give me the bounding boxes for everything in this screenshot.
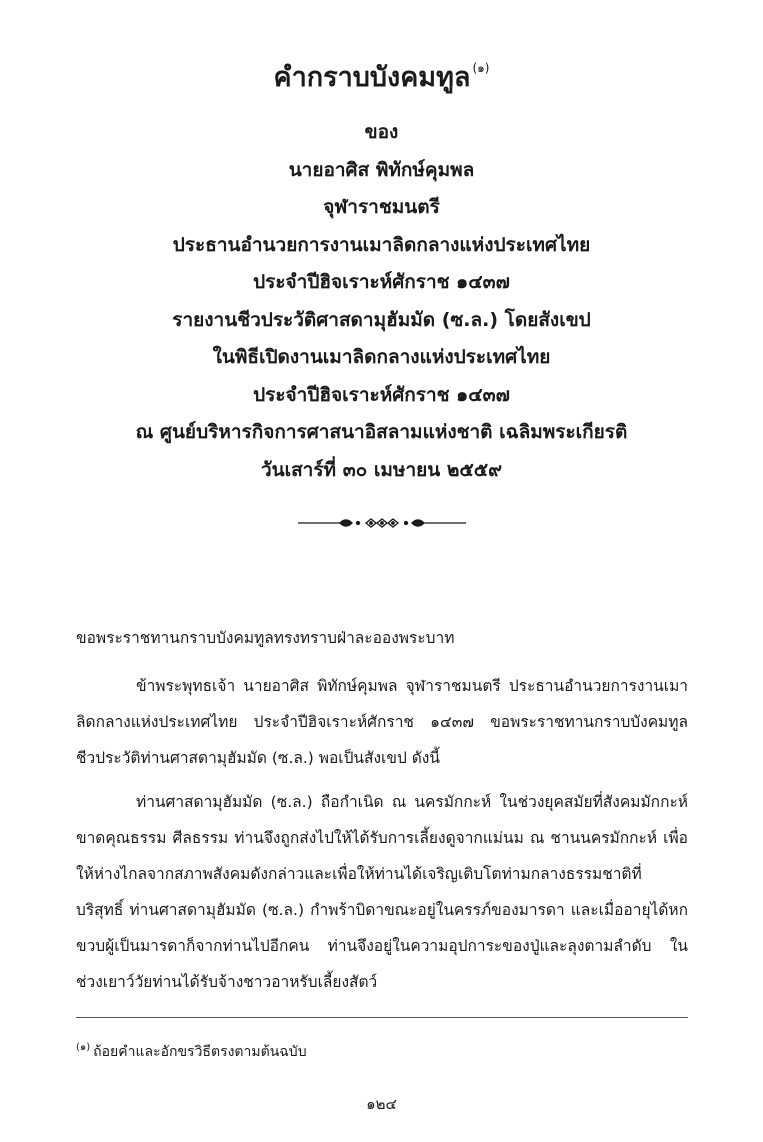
floral-divider-icon [296,512,468,534]
heading-line: ประจำปีฮิจเราะห์ศักราช ๑๔๓๗ [253,383,510,406]
heading-line: จุฬาราชมนตรี [323,196,440,218]
page-number: ๑๒๔ [366,1095,397,1113]
opening-line: ขอพระราชทานกราบบังคมทูลทรงทราบฝ่าละอองพระบาท [76,629,455,647]
heading-block [0,114,763,489]
footnote [76,1036,688,1064]
footnote-marker: (๑) [76,1042,91,1053]
paragraph: ท่านศาสดามุฮัมมัด (ซ.ล.) ถือกำเนิด ณ นครมักกะห์ ในช่วงยุคสมัยที่สังคมมักกะห์ขาดคุณธรรม ศีลธรรม ท่านจึงถูกส่งไปให้ได้รับการเลี้ยงดูจากแม่นม ณ ชานนครมักกะห์ เพื่อให้ห่างไกลจากสภาพสังคมดังกล่าวและเพื่อให้ท่านได้เจริญเติบโตท่ามกลางธรรมชาติที่บริสุทธิ์ ท่านศาสดามุฮัมมัด (ซ.ล.) กำพร้าบิดาขณะอยู่ในครรภ์ของมารดา และเมื่ออายุได้หกขวบผู้เป็นมารดาก็จากท่านไปอีกคน ท่านจึงอยู่ในความอุปการะของปู่และลุงตามลำดับ ในช่วงเยาว์วัยท่านได้รับจ้างชาวอาหรับเลี้ยงสัตว์ [76,793,688,991]
title-footnote-marker: (๑) [472,61,490,75]
heading-line: ประธานอำนวยการงานเมาลิดกลางแห่งประเทศไทย [172,233,591,256]
footnote-text: ถ้อยคำและอักขรวิธีตรงตามต้นฉบับ [93,1044,307,1060]
title-text: คำกราบบังคมทูล [273,62,471,93]
heading-line: ในพิธีเปิดงานเมาลิดกลางแห่งประเทศไทย [212,346,551,368]
heading-line: นายอาศิส พิทักษ์คุมพล [288,158,475,181]
heading-line: ประจำปีฮิจเราะห์ศักราช ๑๔๓๗ [253,271,510,293]
paragraph: ข้าพระพุทธเจ้า นายอาศิส พิทักษ์คุมพล จุฬาราชมนตรี ประธานอำนวยการงานเมาลิดกลางแห่งประเทศไทย ประจำปีฮิจเราะห์ศักราช ๑๔๓๗ ขอพระราชทานกราบบังคมทูลชีวประวัติท่านศาสดามุฮัมมัด (ซ.ล.) พอเป็นสังเขป ดังนี้ [76,677,688,767]
heading-line: ของ [364,121,399,143]
footnote-divider [76,1017,688,1018]
body-text [76,620,688,1008]
heading-line: รายงานชีวประวัติศาสดามุฮัมมัด (ซ.ล.) โดยสังเขป [172,308,591,331]
page-title [0,48,763,98]
heading-line: ณ ศูนย์บริหารกิจการศาสนาอิสลามแห่งชาติ เฉลิมพระเกียรติ [135,421,628,443]
heading-line: วันเสาร์ที่ ๓๐ เมษายน ๒๕๕๙ [260,458,503,481]
